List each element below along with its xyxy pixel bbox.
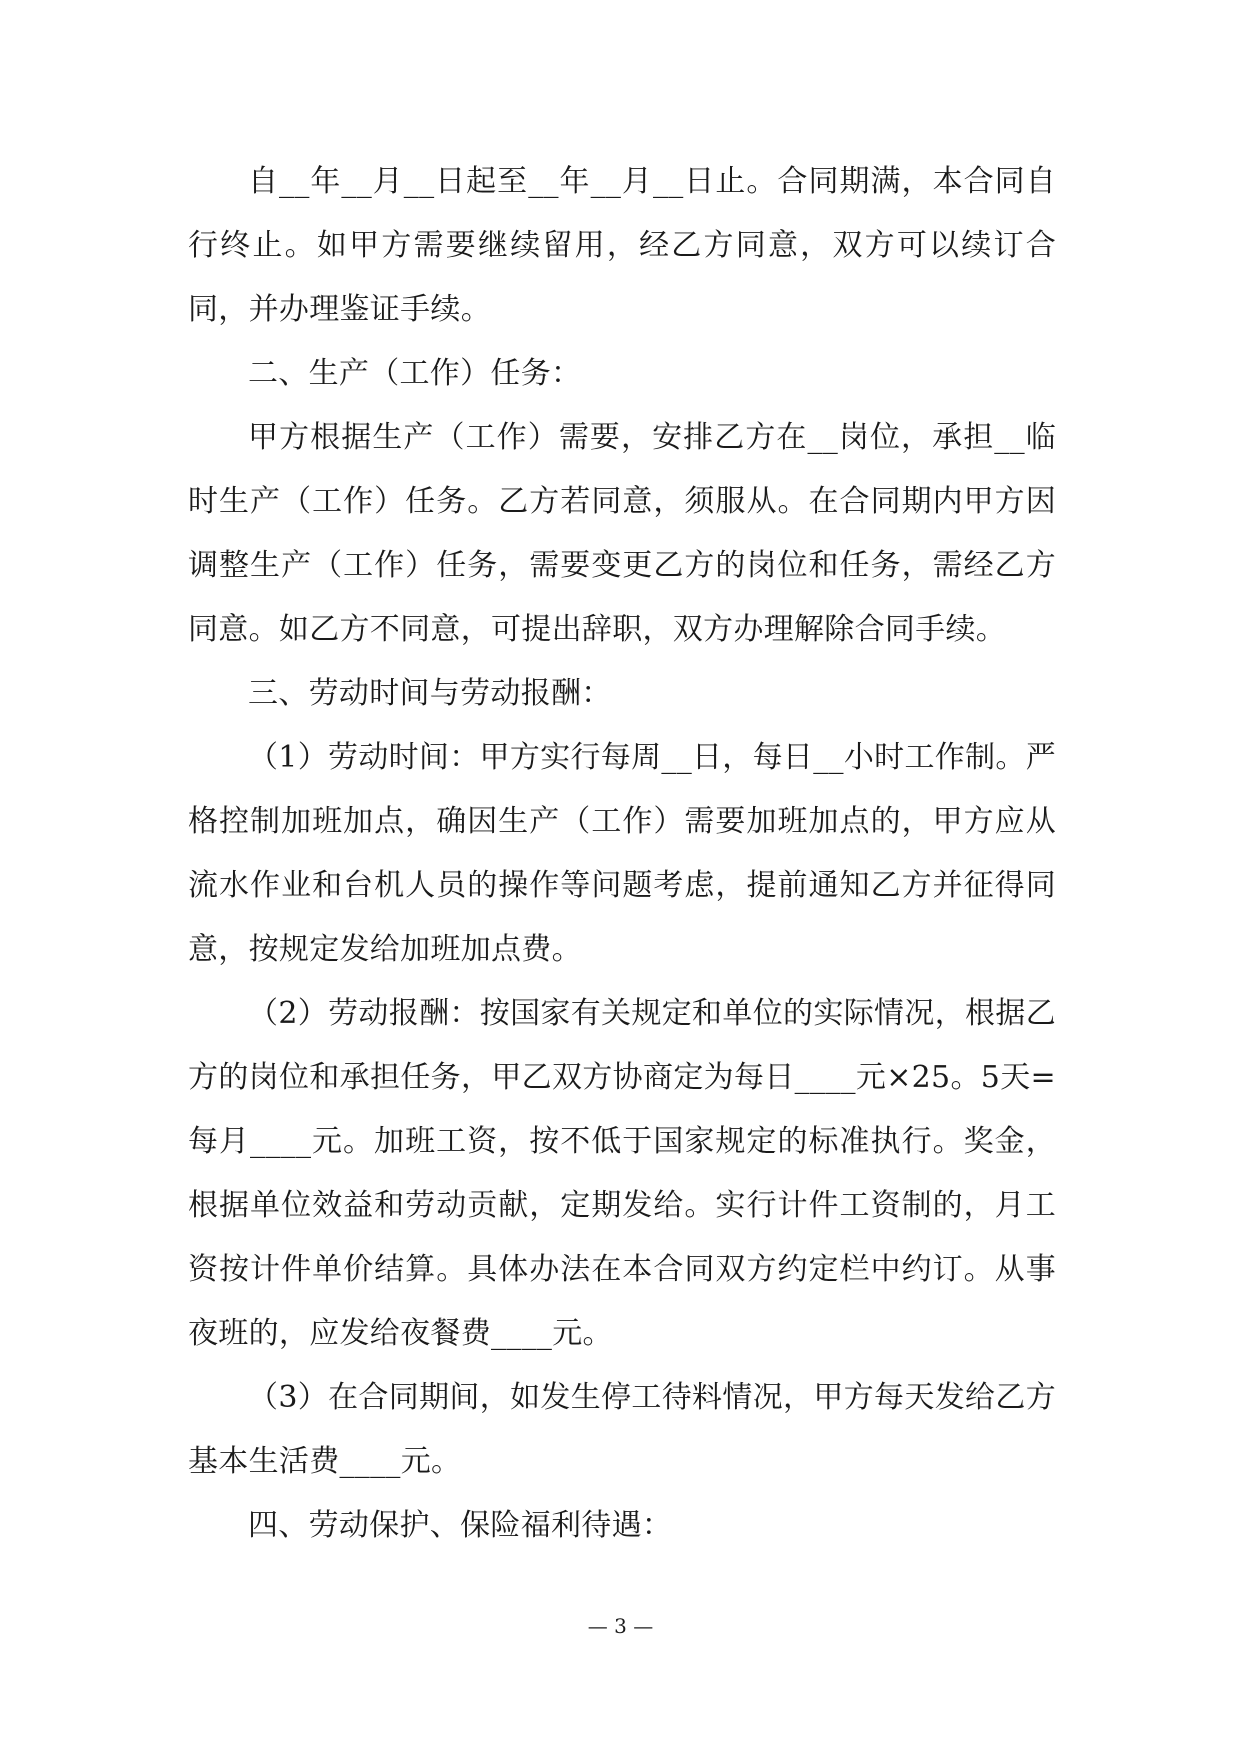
- labor-pay-paragraph: （2）劳动报酬：按国家有关规定和单位的实际情况，根据乙方的岗位和承担任务，甲乙双方协商定为每日____元×25。5天=每月____元。加班工资，按不低于国家规定的标准执行。奖金，根据单位效益和劳动贡献，定期发给。实行计件工资制的，月工资按计件单价结算。具体办法在本合同双方约定栏中约订。从事夜班的，应发给夜餐费____元。: [188, 996, 1056, 1351]
- document-body: [188, 150, 1056, 1558]
- section-heading-working-hours-pay: 三、劳动时间与劳动报酬：: [248, 676, 612, 711]
- working-hours-paragraph: （1）劳动时间：甲方实行每周__日，每日__小时工作制。严格控制加班加点，确因生产（工作）需要加班加点的，甲方应从流水作业和台机人员的操作等问题考虑，提前通知乙方并征得同意，按规定发给加班加点费。: [188, 740, 1056, 967]
- section-heading-production-tasks: 二、生产（工作）任务：: [248, 356, 582, 391]
- contract-term-paragraph: 自__年__月__日起至__年__月__日止。合同期满，本合同自行终止。如甲方需要继续留用，经乙方同意，双方可以续订合同，并办理鉴证手续。: [188, 164, 1056, 327]
- page-number: — 3 —: [587, 1614, 654, 1638]
- production-tasks-paragraph: 甲方根据生产（工作）需要，安排乙方在__岗位，承担__临时生产（工作）任务。乙方若同意，须服从。在合同期内甲方因调整生产（工作）任务，需要变更乙方的岗位和任务，需经乙方同意。如乙方不同意，可提出辞职，双方办理解除合同手续。: [188, 420, 1056, 647]
- work-stoppage-paragraph: （3）在合同期间，如发生停工待料情况，甲方每天发给乙方基本生活费____元。: [188, 1380, 1056, 1479]
- section-heading-protection-welfare: 四、劳动保护、保险福利待遇：: [248, 1508, 673, 1543]
